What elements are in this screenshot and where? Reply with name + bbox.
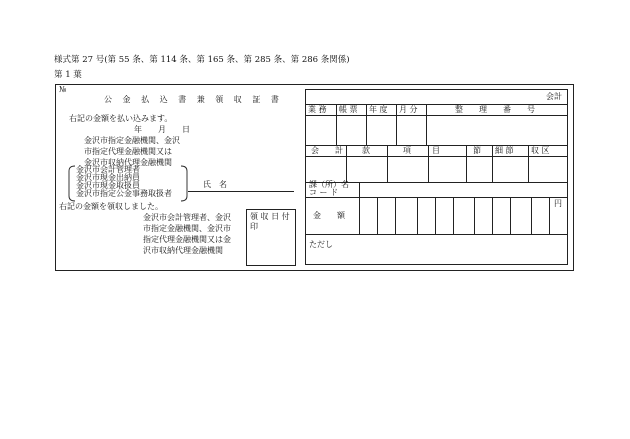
hdr-chohyo: 帳 票 [339,105,358,114]
hdr-tsukibun: 月 分 [399,105,418,114]
signer-line-2: 市指定金融機関、金沢市 [143,224,231,233]
signer-line-3: 指定代理金融機関又は金 [143,235,231,244]
name-label: 氏 名 [203,180,227,189]
hdr-moku: 目 [432,146,440,155]
ka-sho-name-label: 課（所）名 [309,180,349,189]
hdr-nendo: 年 度 [369,105,388,114]
sheet-number: 第 1 葉 [54,70,82,80]
number-label: № [59,85,67,94]
signer-line-1: 金沢市会計管理者、金沢 [143,213,231,222]
date-line: 年 月 日 [134,125,190,134]
note-label: ただし [309,240,333,249]
pay-in-statement: 右記の金額を払い込みます。 [69,114,173,123]
signer-line-4: 沢市収納代理金融機関 [143,246,223,255]
hdr-ko: 項 [403,146,411,155]
kaikei-label: 会計 [546,92,562,101]
hdr-kan: 款 [362,146,370,155]
hdr-seiri-bango: 整 理 番 号 [455,105,539,114]
officer-4: 金沢市指定公金事務取扱者 [76,189,172,198]
stamp-label-1: 領 収 日 付 [250,212,290,221]
hdr-saisetsu: 細 節 [495,146,514,155]
addressee-line-3: 金沢市収納代理金融機関 [84,158,172,167]
document-title: 公 金 払 込 書 兼 領 収 証 書 [104,95,283,104]
hdr-shuku: 収 区 [531,146,550,155]
addressee-line-1: 金沢市指定金融機関、金沢 [84,136,180,145]
officer-1: 金沢市会計管理者 [76,165,140,174]
hdr-kaikei: 会 計 [311,146,347,155]
code-label: コ ー ド [309,188,339,197]
form-title: 様式第 27 号(第 55 条、第 114 条、第 165 条、第 285 条、第 286 条関係) [54,55,350,65]
yen-label: 円 [554,199,562,208]
received-statement: 右記の金額を領収しました。 [59,202,163,211]
addressee-line-2: 市指定代理金融機関又は [84,147,172,156]
stamp-label-2: 印 [250,222,258,231]
officer-3: 金沢市現金取扱員 [76,181,140,190]
hdr-gyomu: 業 務 [308,105,327,114]
hdr-setsu: 節 [473,146,481,155]
officer-2: 金沢市現金出納員 [76,173,140,182]
name-underline [188,191,294,192]
amount-label: 金 額 [313,211,345,220]
